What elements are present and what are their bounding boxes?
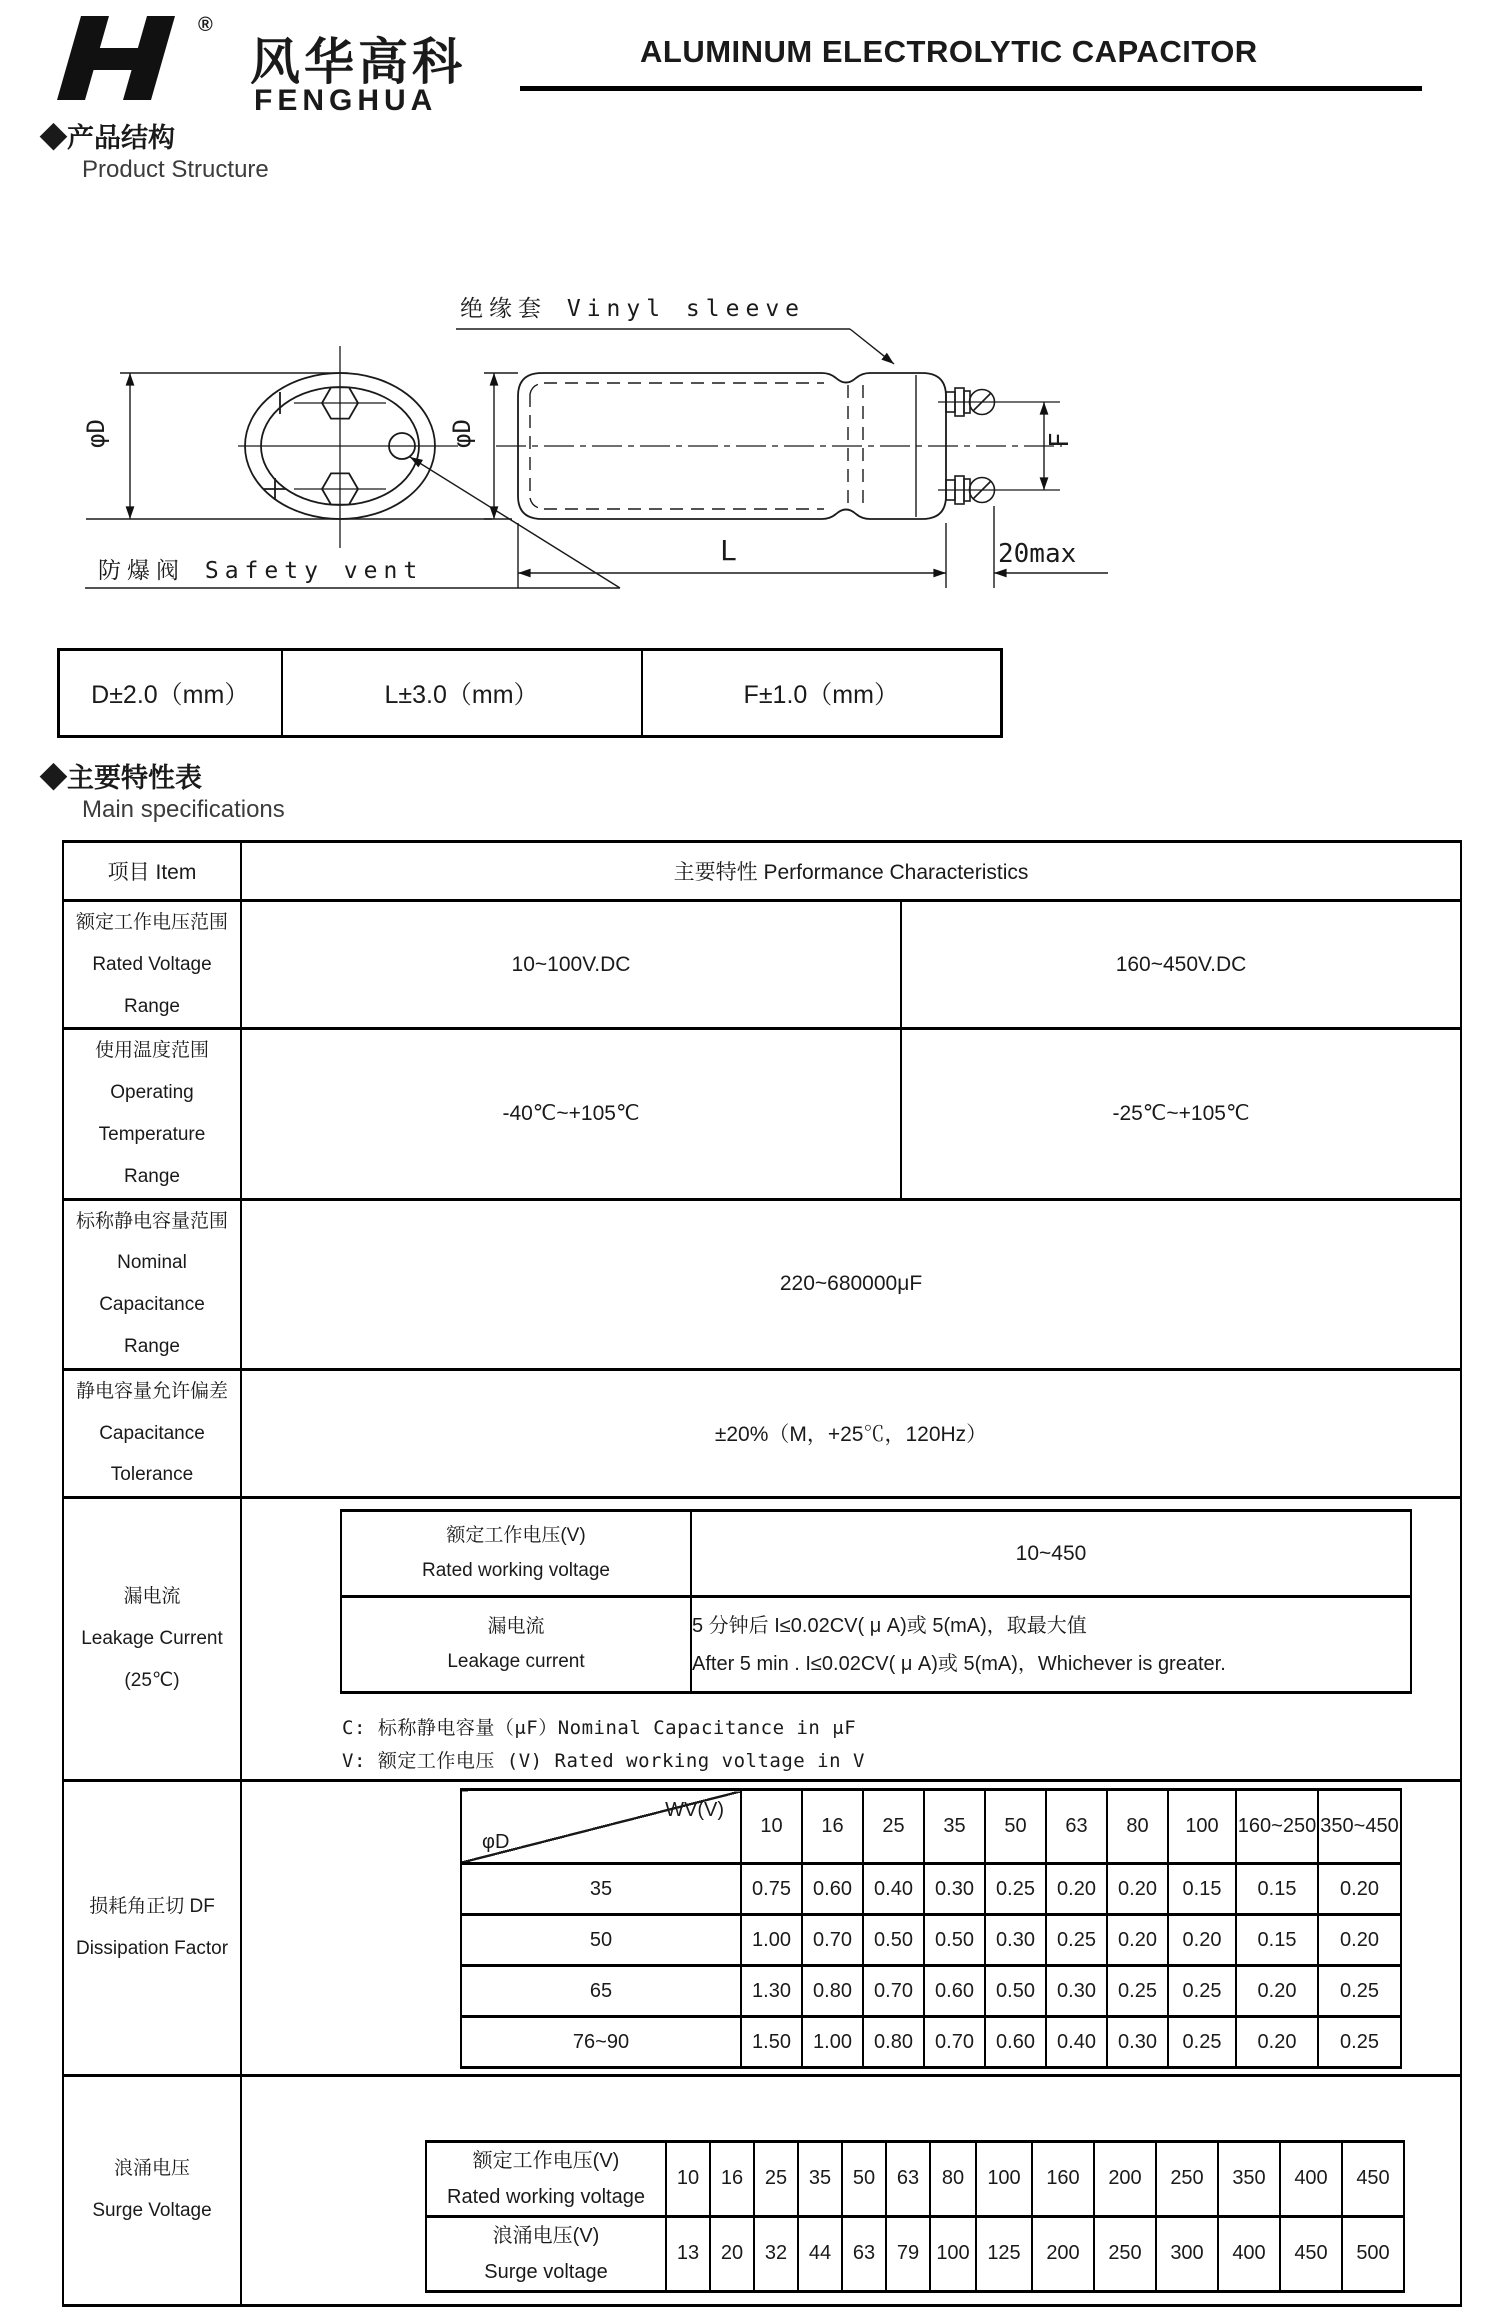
df-value-cell: 0.60: [985, 2017, 1046, 2068]
document-title: ALUMINUM ELECTROLYTIC CAPACITOR: [640, 34, 1258, 69]
operating-temperature-high: -25℃~+105℃: [901, 1029, 1461, 1199]
leakage-current-notes: [342, 1712, 1460, 1779]
surge-voltage-value: 500: [1342, 2216, 1404, 2291]
df-value-cell: 0.50: [985, 1966, 1046, 2017]
rated-voltage-label: 额定工作电压范围 Rated Voltage Range: [63, 901, 241, 1029]
capacitor-technical-drawing: [60, 196, 1110, 628]
df-value-cell: 0.20: [1168, 1915, 1236, 1966]
surge-rated-value: 200: [1094, 2141, 1156, 2216]
positive-terminal: [264, 473, 386, 504]
df-value-cell: 0.20: [1236, 2017, 1318, 2068]
df-diagonal-header-cell: [461, 1790, 741, 1864]
length-dimension-label: L: [720, 534, 737, 567]
df-data-row: [461, 2017, 1401, 2068]
header-divider: [520, 86, 1422, 91]
df-wv-header: 63: [1046, 1790, 1107, 1864]
surge-voltage-value: 450: [1280, 2216, 1342, 2291]
surge-value-label: 浪涌电压(V) Surge voltage: [426, 2216, 666, 2291]
surge-voltage-value: 13: [666, 2216, 710, 2291]
df-value-cell: 0.20: [1046, 1864, 1107, 1915]
df-value-cell: 0.80: [863, 2017, 924, 2068]
surge-voltage-value: 63: [842, 2216, 886, 2291]
main-specifications-table: [62, 840, 1462, 2307]
fenghua-logo-icon: [55, 14, 185, 102]
df-wv-header: 80: [1107, 1790, 1168, 1864]
surge-rated-value: 160: [1032, 2141, 1094, 2216]
surge-rated-value: 350: [1218, 2141, 1280, 2216]
df-value-cell: 0.30: [985, 1915, 1046, 1966]
dissipation-factor-inner-table: [460, 1788, 1402, 2069]
surge-voltage-value: 79: [886, 2216, 930, 2291]
surge-rated-value: 63: [886, 2141, 930, 2216]
wv-axis-label: WV(V): [665, 1799, 724, 1822]
capacitance-tolerance-row: [63, 1369, 1461, 1497]
surge-voltage-value: 44: [798, 2216, 842, 2291]
df-value-cell: 0.30: [1107, 2017, 1168, 2068]
table-row: [341, 1511, 1411, 1597]
df-value-cell: 0.25: [1107, 1966, 1168, 2017]
df-wv-header: 160~250: [1236, 1790, 1318, 1864]
df-value-cell: 0.30: [1046, 1966, 1107, 2017]
surge-rated-value: 80: [930, 2141, 976, 2216]
brand-name-cn: 风华高科: [250, 34, 466, 90]
leakage-voltage-value: 10~450: [691, 1511, 1411, 1597]
df-wv-header: 10: [741, 1790, 802, 1864]
df-value-cell: 0.50: [924, 1915, 985, 1966]
surge-voltage-value: 300: [1156, 2216, 1218, 2291]
surge-voltage-value: 250: [1094, 2216, 1156, 2291]
operating-temperature-low: -40℃~+105℃: [241, 1029, 901, 1199]
df-value-cell: 0.25: [1046, 1915, 1107, 1966]
dimension-tolerance-table: [57, 648, 1003, 738]
surge-voltage-content: [241, 2075, 1461, 2305]
safety-vent-label: 防爆阀 Safety vent: [98, 558, 424, 584]
surge-voltage-value: 32: [754, 2216, 798, 2291]
df-value-cell: 0.25: [1318, 1966, 1401, 2017]
capacitance-tolerance-value: ±20%（M，+25℃，120Hz）: [241, 1369, 1461, 1497]
df-value-cell: 0.60: [924, 1966, 985, 2017]
table-row: [59, 650, 1002, 737]
capacitance-tolerance-label: 静电容量允许偏差 Capacitance Tolerance: [63, 1369, 241, 1497]
surge-rated-value: 450: [1342, 2141, 1404, 2216]
df-wv-header: 35: [924, 1790, 985, 1864]
df-wv-header: 350~450: [1318, 1790, 1401, 1864]
leakage-voltage-label: 额定工作电压(V) Rated working voltage: [341, 1511, 691, 1597]
lead-spacing-label: F: [1045, 432, 1075, 448]
rated-voltage-row: [63, 901, 1461, 1029]
terminal-max-label: 20max: [998, 539, 1077, 569]
df-wv-header: 16: [802, 1790, 863, 1864]
surge-voltage-inner-table: [425, 2140, 1405, 2293]
df-header-row: [461, 1790, 1401, 1864]
vinyl-sleeve-leader: [456, 329, 894, 364]
df-value-cell: 0.15: [1236, 1864, 1318, 1915]
df-value-cell: 0.15: [1168, 1864, 1236, 1915]
rated-voltage-low: 10~100V.DC: [241, 901, 901, 1029]
df-value-cell: 0.15: [1236, 1915, 1318, 1966]
terminal-bolt-bottom: [938, 476, 1060, 504]
leakage-current-inner-label: 漏电流 Leakage current: [341, 1597, 691, 1693]
leakage-current-label: 漏电流 Leakage Current (25℃): [63, 1498, 241, 1781]
terminal-bolt-top: [938, 388, 1060, 416]
surge-voltage-label: 浪涌电压 Surge Voltage: [63, 2075, 241, 2305]
df-value-cell: 0.20: [1107, 1915, 1168, 1966]
diameter-axis-label: φD: [482, 1831, 510, 1854]
leakage-current-content: [241, 1498, 1461, 1781]
df-value-cell: 0.70: [802, 1915, 863, 1966]
surge-rated-value: 250: [1156, 2141, 1218, 2216]
tolerance-l-cell: L±3.0（mm）: [282, 650, 642, 737]
surge-rated-row: [426, 2141, 1404, 2216]
column-header-characteristics: 主要特性 Performance Characteristics: [241, 842, 1461, 901]
surge-voltage-value: 125: [976, 2216, 1032, 2291]
safety-vent-leader-line: [410, 457, 620, 588]
df-value-cell: 1.00: [741, 1915, 802, 1966]
df-diameter-cell: 35: [461, 1864, 741, 1915]
dissipation-factor-content: [241, 1780, 1461, 2075]
tolerance-d-cell: D±2.0（mm）: [59, 650, 282, 737]
df-data-row: [461, 1864, 1401, 1915]
df-value-cell: 0.25: [1168, 2017, 1236, 2068]
nominal-capacitance-value: 220~680000μF: [241, 1199, 1461, 1369]
df-value-cell: 0.30: [924, 1864, 985, 1915]
df-value-cell: 1.30: [741, 1966, 802, 2017]
note-c: C: 标称静电容量（μF）Nominal Capacitance in μF: [342, 1717, 857, 1740]
df-value-cell: 0.25: [1168, 1966, 1236, 2017]
df-diameter-cell: 76~90: [461, 2017, 741, 2068]
df-value-cell: 0.70: [924, 2017, 985, 2068]
dissipation-factor-row: [63, 1780, 1461, 2075]
df-diameter-cell: 50: [461, 1915, 741, 1966]
leakage-current-criteria: 5 分钟后 I≤0.02CV( μ A)或 5(mA)，取最大值 After 5 min . I≤0.02CV( μ A)或 5(mA)，Whichever is greater.: [691, 1597, 1411, 1693]
df-value-cell: 0.20: [1107, 1864, 1168, 1915]
nominal-capacitance-row: [63, 1199, 1461, 1369]
surge-value-row: [426, 2216, 1404, 2291]
df-value-cell: 0.60: [802, 1864, 863, 1915]
capacitor-top-view: [85, 346, 620, 588]
dissipation-factor-label: 损耗角正切 DF Dissipation Factor: [63, 1780, 241, 2075]
surge-rated-value: 50: [842, 2141, 886, 2216]
leakage-current-row: [63, 1498, 1461, 1781]
surge-voltage-value: 200: [1032, 2216, 1094, 2291]
df-value-cell: 0.70: [863, 1966, 924, 2017]
df-value-cell: 0.25: [985, 1864, 1046, 1915]
df-value-cell: 0.20: [1318, 1864, 1401, 1915]
df-wv-header: 25: [863, 1790, 924, 1864]
plus-polarity-mark: [264, 478, 286, 500]
df-value-cell: 0.20: [1236, 1966, 1318, 2017]
side-view-diameter-label: φD: [448, 419, 476, 448]
surge-rated-value: 25: [754, 2141, 798, 2216]
rated-voltage-high: 160~450V.DC: [901, 901, 1461, 1029]
table-header-row: [63, 842, 1461, 901]
section-main-specifications-cn: ◆主要特性表: [40, 763, 202, 793]
brand-name-en: FENGHUA: [254, 84, 438, 117]
df-value-cell: 0.75: [741, 1864, 802, 1915]
surge-voltage-value: 400: [1218, 2216, 1280, 2291]
df-value-cell: 0.20: [1318, 1915, 1401, 1966]
table-row: [341, 1597, 1411, 1693]
surge-rated-label: 额定工作电压(V) Rated working voltage: [426, 2141, 666, 2216]
note-v: V: 额定工作电压 (V) Rated working voltage in V: [342, 1750, 865, 1773]
df-diameter-cell: 65: [461, 1966, 741, 2017]
df-value-cell: 1.00: [802, 2017, 863, 2068]
column-header-item: 项目 Item: [63, 842, 241, 901]
surge-rated-value: 35: [798, 2141, 842, 2216]
operating-temperature-label: 使用温度范围 Operating Temperature Range: [63, 1029, 241, 1199]
df-value-cell: 0.25: [1318, 2017, 1401, 2068]
df-wv-header: 50: [985, 1790, 1046, 1864]
top-view-diameter-label: φD: [82, 419, 110, 448]
section-product-structure-en: Product Structure: [82, 156, 269, 183]
surge-rated-value: 400: [1280, 2141, 1342, 2216]
surge-rated-value: 10: [666, 2141, 710, 2216]
df-value-cell: 0.50: [863, 1915, 924, 1966]
nominal-capacitance-label: 标称静电容量范围 Nominal Capacitance Range: [63, 1199, 241, 1369]
surge-rated-value: 16: [710, 2141, 754, 2216]
surge-voltage-value: 20: [710, 2216, 754, 2291]
surge-voltage-value: 100: [930, 2216, 976, 2291]
section-product-structure-cn: ◆产品结构: [40, 123, 175, 153]
df-value-cell: 0.40: [863, 1864, 924, 1915]
df-data-row: [461, 1915, 1401, 1966]
tolerance-f-cell: F±1.0（mm）: [642, 650, 1002, 737]
surge-rated-value: 100: [976, 2141, 1032, 2216]
df-value-cell: 1.50: [741, 2017, 802, 2068]
df-value-cell: 0.80: [802, 1966, 863, 2017]
df-value-cell: 0.40: [1046, 2017, 1107, 2068]
surge-voltage-row: [63, 2075, 1461, 2305]
df-wv-header: 100: [1168, 1790, 1236, 1864]
registered-trademark: ®: [198, 14, 213, 36]
vinyl-sleeve-label: 绝缘套 Vinyl sleeve: [460, 296, 806, 322]
leakage-current-inner-table: [340, 1509, 1412, 1694]
section-main-specifications-en: Main specifications: [82, 796, 285, 823]
df-data-row: [461, 1966, 1401, 2017]
operating-temperature-row: [63, 1029, 1461, 1199]
